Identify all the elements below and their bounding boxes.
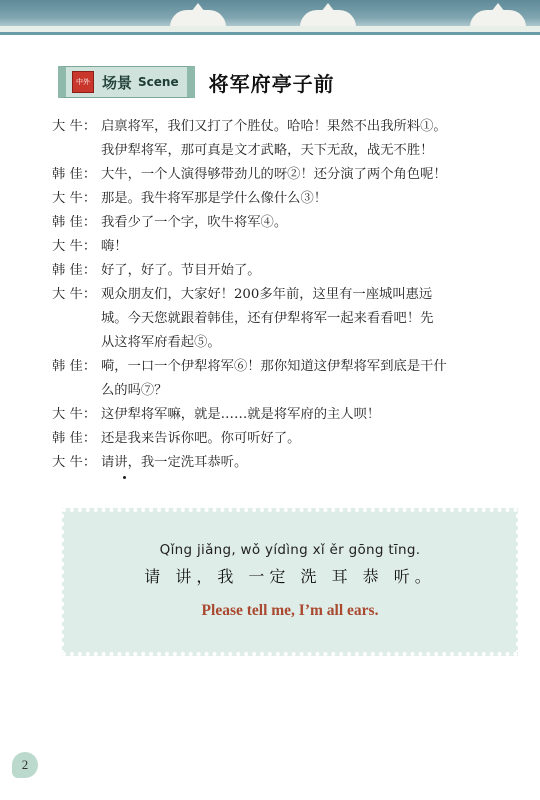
dialogue-line — [52, 332, 522, 355]
speech-text: 城。今天您就跟着韩佳，还有伊犁将军一起来看看吧！先 — [101, 311, 434, 326]
speech-text: 大牛，一个人演得够带劲儿的呀②！还分演了两个角色呢！ — [101, 167, 447, 182]
dialogue-line — [52, 380, 522, 403]
speech-text: 嗨！ — [101, 239, 128, 254]
speaker: 大 牛： — [52, 455, 97, 470]
speaker — [52, 140, 101, 163]
dialogue — [52, 116, 522, 476]
speech-text: 这伊犁将军嘛，就是……就是将军府的主人呗！ — [101, 407, 381, 422]
speaker: 韩 佳： — [52, 167, 97, 182]
scene-label-en: Scene — [138, 75, 179, 89]
speech-text: 么的吗⑦？ — [101, 383, 168, 398]
key-phrase-box — [62, 508, 518, 656]
dialogue-line — [52, 188, 522, 211]
seal-icon — [72, 71, 94, 93]
dialogue-line — [52, 452, 522, 475]
top-decorative-banner — [0, 0, 540, 32]
seal-text: 中外 — [76, 78, 90, 86]
speaker: 韩 佳： — [52, 263, 97, 278]
scene-label: 场景 — [102, 73, 133, 92]
speaker: 大 牛： — [52, 287, 97, 302]
speaker: 韩 佳： — [52, 215, 97, 230]
phrase-hanzi: 请 讲，我 一定 洗 耳 恭 听。 — [144, 567, 436, 586]
speech-text: 那是。我牛将军那是学什么像什么③！ — [101, 191, 328, 206]
phrase-english: Please tell me, I’m all ears. — [201, 602, 379, 619]
speaker: 韩 佳： — [52, 431, 97, 446]
top-divider — [0, 32, 540, 35]
page-number — [12, 752, 38, 778]
speaker: 大 牛： — [52, 119, 97, 134]
bullet-dot — [123, 476, 126, 479]
speaker — [52, 308, 101, 331]
dialogue-line — [52, 260, 522, 283]
page-number-text: 2 — [21, 757, 29, 772]
speaker — [52, 380, 101, 403]
speech-text: 我看少了一个字，吹牛将军④。 — [101, 215, 288, 230]
speech-text: 从这将军府看起⑤。 — [101, 335, 221, 350]
scene-header — [58, 64, 335, 100]
dialogue-line — [52, 356, 522, 379]
scene-tab — [58, 66, 195, 98]
dialogue-line — [52, 116, 522, 139]
dialogue-line — [52, 284, 522, 307]
speaker: 大 牛： — [52, 191, 97, 206]
speech-text: 嗬，一口一个伊犁将军⑥！那你知道这伊犁将军到底是干什 — [101, 359, 447, 374]
speech-text: 观众朋友们，大家好！200多年前，这里有一座城叫惠远 — [101, 287, 433, 302]
speech-text: 还是我来告诉你吧。你可听好了。 — [101, 431, 301, 446]
dialogue-line — [52, 428, 522, 451]
dialogue-line — [52, 308, 522, 331]
speaker: 大 牛： — [52, 407, 97, 422]
speech-text: 请讲，我一定洗耳恭听。 — [101, 455, 248, 470]
speaker: 韩 佳： — [52, 359, 97, 374]
dialogue-line — [52, 236, 522, 259]
speech-text: 我伊犁将军，那可真是文才武略，天下无敌，战无不胜！ — [101, 143, 434, 158]
speech-text: 好了，好了。节目开始了。 — [101, 263, 261, 278]
dialogue-line — [52, 212, 522, 235]
dialogue-line — [52, 140, 522, 163]
dialogue-line — [52, 164, 522, 187]
scene-title: 将军府亭子前 — [208, 71, 335, 96]
phrase-pinyin: Qǐng jiǎng, wǒ yídìng xǐ ěr gōng tīng. — [159, 542, 421, 558]
dialogue-line — [52, 404, 522, 427]
speaker — [52, 332, 101, 355]
speech-text: 启禀将军，我们又打了个胜仗。哈哈！果然不出我所料①。 — [101, 119, 447, 134]
speaker: 大 牛： — [52, 239, 97, 254]
